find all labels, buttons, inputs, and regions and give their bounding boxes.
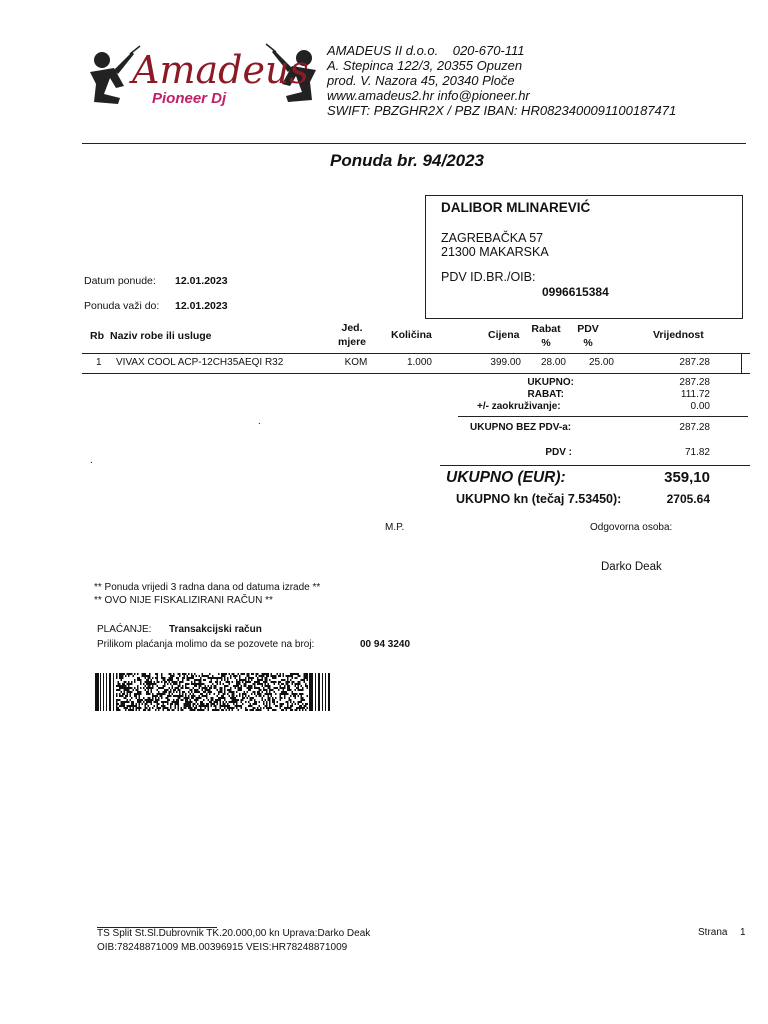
customer-city: 21300 MAKARSKA — [441, 245, 549, 259]
pdf417-barcode — [95, 673, 330, 711]
col-rb: Rb — [90, 330, 104, 342]
total-kn-value: 2705.64 — [666, 492, 710, 506]
payment-ref-value: 00 94 3240 — [360, 639, 411, 650]
table-header-divider — [82, 353, 750, 354]
company-line-3: prod. V. Nazora 45, 20340 Ploče — [327, 73, 515, 88]
col-discount-2: % — [541, 337, 551, 349]
bez-pdv-label: UKUPNO BEZ PDV-a: — [470, 422, 572, 433]
row-vat: 25.00 — [588, 357, 614, 368]
company-name: AMADEUS II d.o.o. — [327, 43, 439, 58]
payment-label: PLAĆANJE: — [97, 624, 152, 635]
company-line-2: A. Stepinca 122/3, 20355 Opuzen — [327, 58, 523, 73]
row-name: VIVAX COOL ACP-12CH35AEQI R32 — [116, 357, 284, 368]
offer-date-label: Datum ponude: — [84, 275, 156, 287]
payment-ref-label: Prilikom plaćanja molimo da se pozovete na broj: — [97, 639, 315, 650]
row-rb: 1 — [96, 357, 102, 368]
footer-line-2: OIB:78248871009 MB.00396915 VEIS:HR78248871009 — [97, 942, 348, 953]
bez-pdv-value: 287.28 — [679, 422, 710, 433]
responsible-label: Odgovorna osoba: — [590, 522, 673, 533]
company-line-1 — [327, 43, 676, 58]
ukupno-label: UKUPNO: — [527, 377, 574, 388]
col-name: Naziv robe ili usluge — [110, 330, 212, 342]
col-vat-2: % — [583, 337, 593, 349]
row-qty: 1.000 — [406, 357, 432, 368]
company-info — [327, 43, 676, 118]
company-phone: 020-670-111 — [452, 43, 525, 58]
customer-oib-label: PDV ID.BR./OIB: — [441, 270, 536, 284]
valid-date-label: Ponuda važi do: — [84, 300, 160, 312]
row-price: 399.00 — [490, 357, 521, 368]
company-line-4: www.amadeus2.hr info@pioneer.hr — [327, 88, 530, 103]
note-validity: ** Ponuda vrijedi 3 radna dana od datuma izrade ** — [94, 582, 321, 593]
round-value: 0.00 — [690, 401, 710, 412]
col-discount-1: Rabat — [531, 323, 561, 335]
header-divider — [82, 143, 746, 144]
rabat-label: RABAT: — [527, 389, 564, 400]
valid-date-value: 12.01.2023 — [175, 300, 228, 312]
col-qty: Količina — [391, 329, 432, 341]
stamp-label: M.P. — [385, 522, 405, 533]
pdv-label: PDV : — [545, 447, 572, 458]
col-price: Cijena — [488, 329, 520, 341]
customer-oib-value: 0996615384 — [542, 285, 609, 299]
total-kn-label: UKUPNO kn (tečaj 7.53450): — [456, 492, 622, 506]
stray-dot-1: . — [258, 416, 261, 427]
page-number: 1 — [740, 927, 746, 938]
payment-method: Transakcijski račun — [169, 624, 262, 635]
logo-brand-text: Amadeus — [132, 48, 309, 92]
footer-line-1: TS Split St.Sl.Dubrovnik TK.20.000,00 kn Uprava:Darko Deak — [97, 928, 371, 939]
stray-dot-2: . — [90, 455, 93, 466]
responsible-name: Darko Deak — [601, 561, 662, 573]
document-title: Ponuda br. 94/2023 — [330, 151, 485, 170]
totals-divider-1 — [458, 416, 748, 417]
col-unit-2: mjere — [337, 336, 367, 348]
company-line-5: SWIFT: PBZGHR2X / PBZ IBAN: HR0823400091100187471 — [327, 103, 677, 118]
rabat-value: 111.72 — [680, 389, 710, 400]
pdv-value: 71.82 — [684, 447, 710, 458]
row-unit: KOM — [344, 357, 368, 368]
customer-name: DALIBOR MLINAREVIĆ — [441, 200, 591, 215]
totals-divider-2 — [440, 465, 750, 466]
customer-street: ZAGREBAČKA 57 — [441, 231, 544, 245]
col-unit-1: Jed. — [341, 322, 363, 334]
company-logo — [80, 38, 325, 116]
total-eur-value: 359,10 — [664, 469, 710, 486]
round-label: +/- zaokruživanje: — [477, 401, 561, 412]
row-value: 287.28 — [679, 357, 710, 368]
customer-box — [425, 195, 743, 319]
logo-sub-text: Pioneer Dj — [152, 90, 227, 107]
row-discount: 28.00 — [540, 357, 566, 368]
table-right-border — [741, 353, 742, 374]
page-label: Strana — [698, 927, 728, 938]
col-vat-1: PDV — [577, 323, 599, 335]
ukupno-value: 287.28 — [679, 377, 710, 388]
col-value: Vrijednost — [653, 329, 704, 341]
offer-date-value: 12.01.2023 — [175, 275, 228, 287]
total-eur-label: UKUPNO (EUR): — [446, 469, 566, 486]
note-fiscal: ** OVO NIJE FISKALIZIRANI RAČUN ** — [94, 595, 273, 606]
table-row-divider — [82, 373, 750, 374]
